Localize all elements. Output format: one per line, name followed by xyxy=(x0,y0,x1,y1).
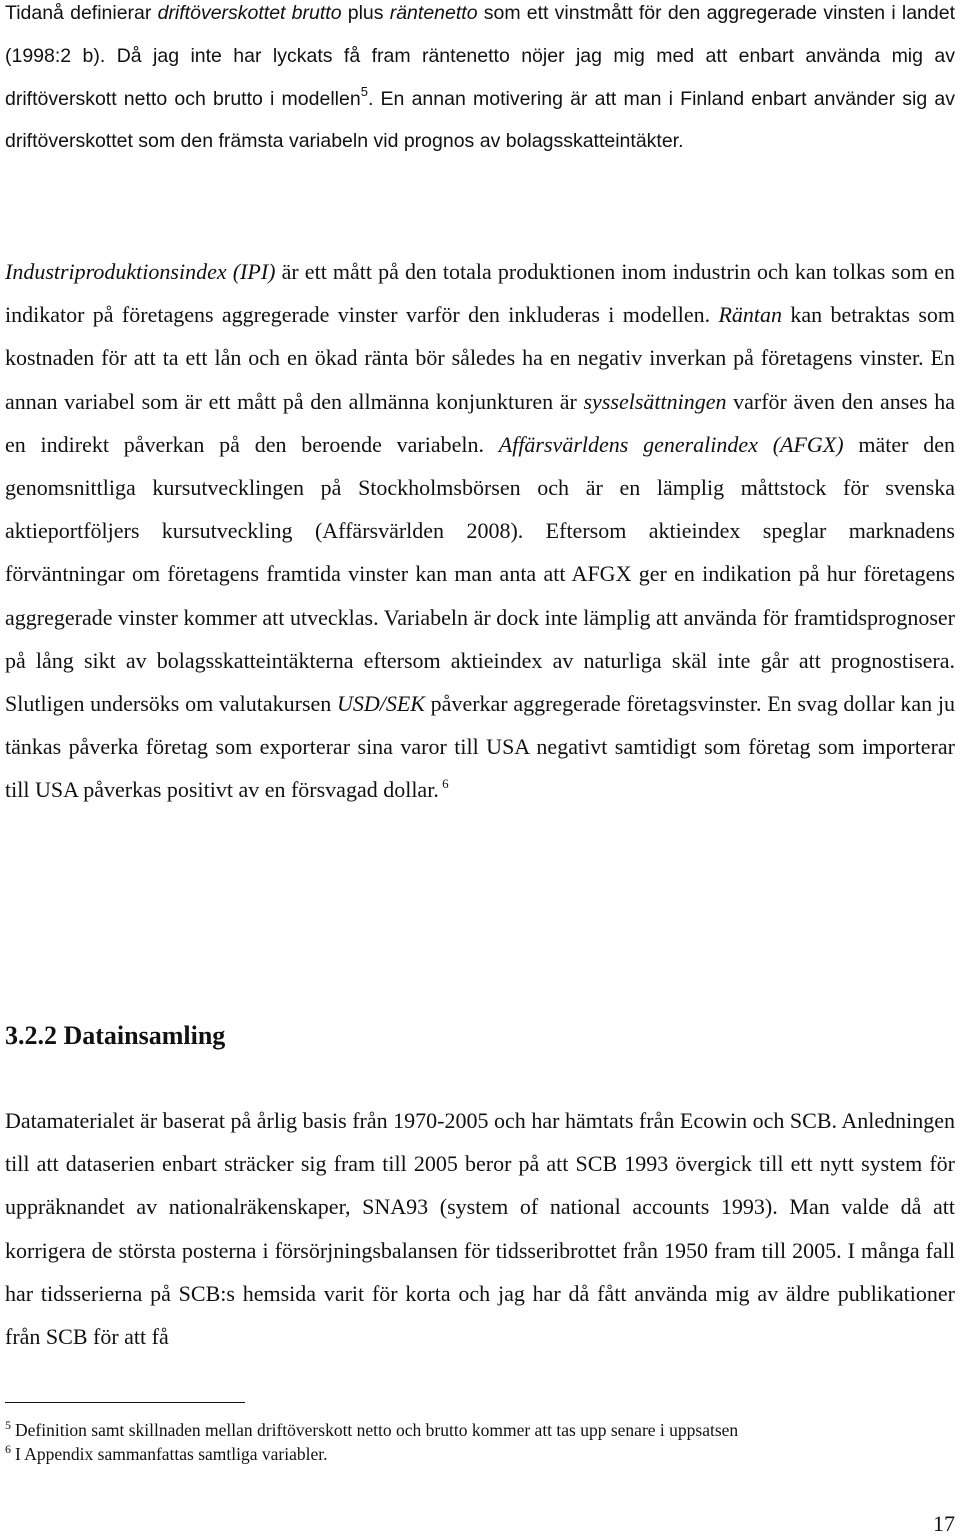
footnote-ref-6: 6 xyxy=(438,776,449,792)
section-heading: 3.2.2 Datainsamling xyxy=(5,1021,226,1050)
text-run: Tidanå definierar xyxy=(5,2,158,24)
paragraph-variables xyxy=(5,250,955,812)
footnote-number: 6 xyxy=(5,1442,11,1456)
footnote-5 xyxy=(5,1418,738,1442)
footnote-6 xyxy=(5,1442,327,1466)
footnote-ref-5: 5 xyxy=(360,83,368,99)
footnote-number: 5 xyxy=(5,1418,11,1432)
term-rantan: Räntan xyxy=(718,302,783,328)
term-afgx: Affärsvärldens generalindex (AFGX) xyxy=(498,431,844,457)
text-run: påverkar aggregerade företagsvinster. En svag dollar kan ju tänkas påverka företag som exporterar sina varor till USA negativt samtidigt som företag som importerar till USA påverkas positivt av en försvagad dollar. xyxy=(5,691,955,803)
text-run: som ett vinstmått för den aggregerade vinsten i landet (1998:2 b). Då jag inte har lyckats få fram räntenetto nöjer jag mig med att enbart använda mig av driftöverskott netto och brutto i modellen xyxy=(5,2,955,110)
term-usd-sek: USD/SEK xyxy=(336,691,425,717)
paragraph-driftoverskott xyxy=(5,0,955,163)
text-run: är ett mått på den totala produktionen inom industrin och kan tolkas som en indikator på företagens aggregerade vinster varför den inkluderas i modellen. xyxy=(5,259,955,328)
text-run: kan betraktas som kostnaden för att ta ett lån och en ökad ränta bör således ha en negativ inverkan på företagens vinster. En annan variabel som är ett mått på den allmänna konjunkturen är xyxy=(5,302,955,414)
text-run: plus xyxy=(341,2,390,24)
term-rantenetto: räntenetto xyxy=(389,2,478,24)
footnote-divider xyxy=(5,1402,245,1403)
text-run: . En annan motivering är att man i Finland enbart använder sig av driftöverskottet som den främsta variabeln vid prognos av bolagsskatteintäkter. xyxy=(5,87,955,153)
term-driftoverskottet-brutto: driftöverskottet brutto xyxy=(157,2,342,24)
term-sysselsattningen: sysselsättningen xyxy=(583,388,727,414)
text-run: varför även den anses ha en indirekt påverkan på den beroende variabeln. xyxy=(5,388,955,457)
paragraph-datainsamling: Datamaterialet är baserat på årlig basis från 1970-2005 och har hämtats från Ecowin och SCB. Anledningen till att dataserien enbart sträcker sig fram till 2005 beror på att SCB 1993 övergick till ett nytt system för uppräknandet av nationalräkenskaper, SNA93 (system of national accounts 1993). Man valde då att korrigera de största posterna i försörjningsbalansen för tidsseribrottet från 1950 fram till 2005. I många fall har tidsserierna på SCB:s hemsida varit för korta och jag har då fått använda mig av äldre publikationer från SCB för att få xyxy=(5,1108,955,1350)
text-run: mäter den genomsnittliga kursutvecklingen på Stockholmsbörsen och är en lämplig måttstock för svenska aktieportföljers kursutveckling (Affärsvärlden 2008). Eftersom aktieindex speglar marknadens förväntningar om företagens framtida vinster kan man anta att AFGX ger en indikation på hur företagens aggregerade vinster kommer att utvecklas. Variabeln är dock inte lämplig att använda för framtidsprognoser på lång sikt av bolagsskatteintäkterna eftersom aktieindex av naturliga skäl inte går att prognostisera. Slutligen undersöks om valutakursen xyxy=(5,431,955,717)
footnote-text: I Appendix sammanfattas samtliga variabler. xyxy=(15,1444,328,1464)
term-ipi: Industriproduktionsindex (IPI) xyxy=(5,259,276,284)
footnote-text: Definition samt skillnaden mellan driftöverskott netto och brutto kommer att tas upp senare i uppsatsen xyxy=(15,1420,739,1440)
page-number: 17 xyxy=(933,1511,955,1536)
